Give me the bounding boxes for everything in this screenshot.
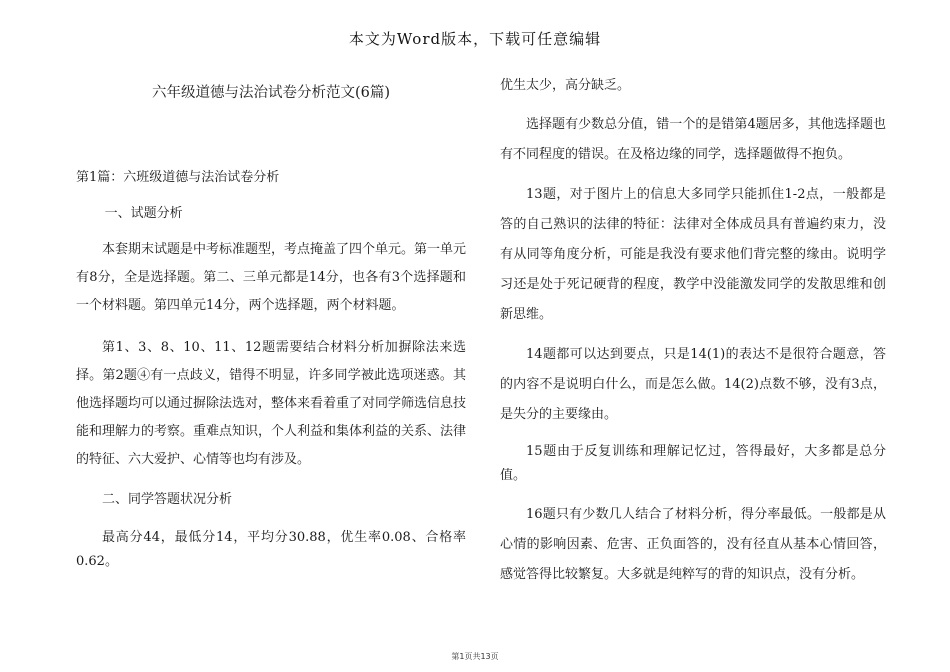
paragraph: 14题都可以达到要点，只是14(1)的表达不是很符合题意，答的内容不是说明白什么，而是怎么做。14(2)点数不够，没有3点，是失分的主要缘由。 [500,347,886,422]
paragraph: 最高分44，最低分14，平均分30.88，优生率0.08、合格率0.62。 [76,530,466,569]
document-title: 六年级道德与法治试卷分析范文(6篇) [151,85,391,101]
section-heading-answers: 二、同学答题状况分析 [102,492,233,507]
paragraph: 本套期末试题是中考标准题型，考点掩盖了四个单元。第一单元有8分，全是选择题。第二、三单元都是14分，也各有3个选择题和一个材料题。第四单元14分，两个选择题，两个材料题。 [76,242,467,313]
right-column [500,74,886,604]
section-heading-analysis: 一、试题分析 [104,206,183,221]
left-column [76,78,466,588]
paragraph: 15题由于反复训练和理解记忆过，答得最好，大多都是总分值。 [500,444,886,483]
page-number: 第1页共13页 [451,652,499,661]
paragraph: 13题，对于图片上的信息大多同学只能抓住1-2点，一般都是答的自己熟识的法律的特征：法律对全体成员具有普遍约束力，没有从同等角度分析，可能是我没有要求他们背完整的缘由。说明学习还是处于死记硬背的程度，教学中没能激发同学的发散思维和创新思维。 [500,187,886,322]
paragraph: 优生太少，高分缺乏。 [500,78,631,93]
page-header: 本文为Word版本，下载可任意编辑 [348,30,602,48]
paragraph: 第1、3、8、10、11、12题需要结合材料分析加摒除法来选择。第2题④有一点歧义，错得不明显，许多同学被此选项迷惑。其他选择题均可以通过摒除法选对，整体来看着重了对同学筛选信息技能和理解力的考察。重难点知识，个人利益和集体利益的关系、法律的特征、六大爱护、心情等也均有涉及。 [76,340,467,467]
paragraph: 选择题有少数总分值，错一个的是错第4题居多，其他选择题也有不同程度的错误。在及格边缘的同学，选择题做得不抱负。 [500,117,886,162]
part-heading: 第1篇：六班级道德与法治试卷分析 [76,170,280,185]
paragraph: 16题只有少数几人结合了材料分析，得分率最低。一般都是从心情的影响因素、危害、正负面答的，没有径直从基本心情回答，感觉答得比较繁复。大多就是纯粹写的背的知识点，没有分析。 [500,507,886,582]
